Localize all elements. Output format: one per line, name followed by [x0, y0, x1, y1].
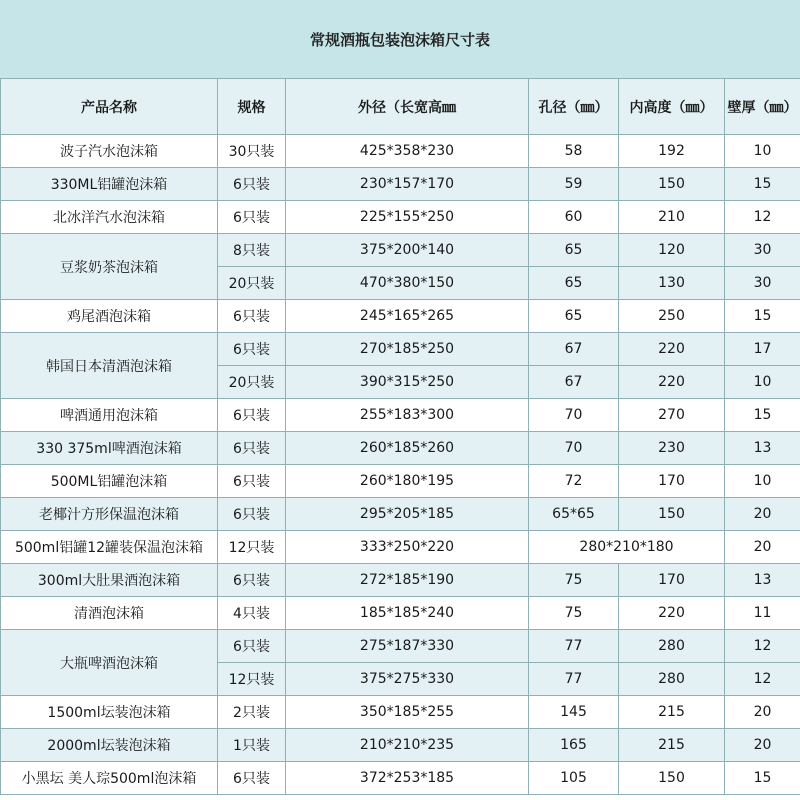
table-title: 常规酒瓶包装泡沫箱尺寸表 — [0, 0, 800, 78]
wall-thickness-cell: 13 — [725, 564, 800, 597]
table-row — [1, 234, 800, 267]
table-row — [1, 729, 800, 762]
wall-thickness-cell: 10 — [725, 135, 800, 168]
product-name-cell: 啤酒通用泡沫箱 — [1, 399, 218, 432]
inner-height-cell: 150 — [619, 762, 725, 795]
wall-thickness-cell: 12 — [725, 630, 800, 663]
inner-height-cell: 230 — [619, 432, 725, 465]
outer-size-cell: 260*180*195 — [286, 465, 529, 498]
product-name-cell: 330 375ml啤酒泡沫箱 — [1, 432, 218, 465]
inner-height-cell: 130 — [619, 267, 725, 300]
header-product-name: 产品名称 — [1, 79, 218, 135]
spec-cell: 6只装 — [218, 201, 286, 234]
hole-size-cell: 70 — [529, 399, 619, 432]
hole-size-cell: 70 — [529, 432, 619, 465]
wall-thickness-cell: 15 — [725, 399, 800, 432]
wall-thickness-cell: 15 — [725, 168, 800, 201]
hole-size-cell: 65 — [529, 267, 619, 300]
spec-cell: 6只装 — [218, 630, 286, 663]
product-name-cell: 2000ml坛装泡沫箱 — [1, 729, 218, 762]
hole-size-cell: 58 — [529, 135, 619, 168]
outer-size-cell: 372*253*185 — [286, 762, 529, 795]
inner-height-cell: 215 — [619, 696, 725, 729]
outer-size-cell: 333*250*220 — [286, 531, 529, 564]
inner-height-cell: 120 — [619, 234, 725, 267]
product-name-cell: 北冰洋汽水泡沫箱 — [1, 201, 218, 234]
spec-cell: 2只装 — [218, 696, 286, 729]
outer-size-cell: 272*185*190 — [286, 564, 529, 597]
outer-size-cell: 210*210*235 — [286, 729, 529, 762]
outer-size-cell: 275*187*330 — [286, 630, 529, 663]
table-row — [1, 630, 800, 663]
inner-height-cell: 270 — [619, 399, 725, 432]
hole-size-cell: 60 — [529, 201, 619, 234]
table-row — [1, 201, 800, 234]
wall-thickness-cell: 15 — [725, 300, 800, 333]
inner-height-cell: 250 — [619, 300, 725, 333]
product-name-cell: 大瓶啤酒泡沫箱 — [1, 630, 218, 696]
header-hole-size: 孔径（㎜） — [529, 79, 619, 135]
outer-size-cell: 225*155*250 — [286, 201, 529, 234]
table-row — [1, 531, 800, 564]
table-row — [1, 564, 800, 597]
header-spec: 规格 — [218, 79, 286, 135]
header-wall-thickness: 壁厚（㎜） — [725, 79, 800, 135]
wall-thickness-cell: 13 — [725, 432, 800, 465]
wall-thickness-cell: 17 — [725, 333, 800, 366]
spec-cell: 6只装 — [218, 564, 286, 597]
product-name-cell: 韩国日本清酒泡沫箱 — [1, 333, 218, 399]
inner-height-cell: 170 — [619, 564, 725, 597]
spec-cell: 20只装 — [218, 366, 286, 399]
spec-cell: 6只装 — [218, 762, 286, 795]
inner-height-cell: 150 — [619, 498, 725, 531]
outer-size-cell: 260*185*260 — [286, 432, 529, 465]
outer-size-cell: 375*275*330 — [286, 663, 529, 696]
hole-size-cell: 77 — [529, 663, 619, 696]
spec-cell: 6只装 — [218, 432, 286, 465]
hole-size-cell: 77 — [529, 630, 619, 663]
product-name-cell: 330ML铝罐泡沫箱 — [1, 168, 218, 201]
header-outer-size: 外径（长宽高㎜ — [286, 79, 529, 135]
spec-cell: 20只装 — [218, 267, 286, 300]
product-name-cell: 500ml铝罐12罐装保温泡沫箱 — [1, 531, 218, 564]
wall-thickness-cell: 11 — [725, 597, 800, 630]
spec-cell: 6只装 — [218, 498, 286, 531]
outer-size-cell: 375*200*140 — [286, 234, 529, 267]
product-name-cell: 豆浆奶茶泡沫箱 — [1, 234, 218, 300]
wall-thickness-cell: 20 — [725, 498, 800, 531]
spec-cell: 6只装 — [218, 399, 286, 432]
inner-height-cell: 220 — [619, 597, 725, 630]
inner-height-cell: 150 — [619, 168, 725, 201]
product-name-cell: 小黑坛 美人琮500ml泡沫箱 — [1, 762, 218, 795]
spec-cell: 30只装 — [218, 135, 286, 168]
outer-size-cell: 425*358*230 — [286, 135, 529, 168]
outer-size-cell: 255*183*300 — [286, 399, 529, 432]
hole-size-cell: 75 — [529, 564, 619, 597]
hole-size-cell: 65*65 — [529, 498, 619, 531]
hole-size-cell: 65 — [529, 300, 619, 333]
spec-cell: 6只装 — [218, 168, 286, 201]
product-name-cell: 清酒泡沫箱 — [1, 597, 218, 630]
product-name-cell: 波子汽水泡沫箱 — [1, 135, 218, 168]
wall-thickness-cell: 20 — [725, 729, 800, 762]
spec-cell: 12只装 — [218, 531, 286, 564]
spec-cell: 1只装 — [218, 729, 286, 762]
wall-thickness-cell: 12 — [725, 201, 800, 234]
table-row — [1, 465, 800, 498]
outer-size-cell: 185*185*240 — [286, 597, 529, 630]
table-row — [1, 333, 800, 366]
outer-size-cell: 470*380*150 — [286, 267, 529, 300]
inner-height-cell: 280 — [619, 663, 725, 696]
outer-size-cell: 390*315*250 — [286, 366, 529, 399]
hole-size-cell: 67 — [529, 333, 619, 366]
outer-size-cell: 245*165*265 — [286, 300, 529, 333]
table-row — [1, 762, 800, 795]
product-name-cell: 老椰汁方形保温泡沫箱 — [1, 498, 218, 531]
inner-height-cell: 215 — [619, 729, 725, 762]
size-table — [0, 78, 800, 795]
hole-size-cell: 59 — [529, 168, 619, 201]
outer-size-cell: 295*205*185 — [286, 498, 529, 531]
spec-cell: 6只装 — [218, 333, 286, 366]
wall-thickness-cell: 10 — [725, 465, 800, 498]
spec-cell: 4只装 — [218, 597, 286, 630]
wall-thickness-cell: 30 — [725, 267, 800, 300]
spec-cell: 8只装 — [218, 234, 286, 267]
product-name-cell: 1500ml坛装泡沫箱 — [1, 696, 218, 729]
table-row — [1, 597, 800, 630]
hole-size-cell: 72 — [529, 465, 619, 498]
outer-size-cell: 350*185*255 — [286, 696, 529, 729]
spec-cell: 12只装 — [218, 663, 286, 696]
hole-size-cell: 75 — [529, 597, 619, 630]
hole-size-cell: 165 — [529, 729, 619, 762]
wall-thickness-cell: 20 — [725, 696, 800, 729]
header-inner-height: 内高度（㎜） — [619, 79, 725, 135]
table-row — [1, 300, 800, 333]
hole-size-cell: 67 — [529, 366, 619, 399]
inner-height-cell: 170 — [619, 465, 725, 498]
inner-height-cell: 210 — [619, 201, 725, 234]
wall-thickness-cell: 15 — [725, 762, 800, 795]
product-name-cell: 500ML铝罐泡沫箱 — [1, 465, 218, 498]
product-name-cell: 300ml大肚果酒泡沫箱 — [1, 564, 218, 597]
hole-size-cell: 105 — [529, 762, 619, 795]
wall-thickness-cell: 12 — [725, 663, 800, 696]
table-row — [1, 399, 800, 432]
spec-cell: 6只装 — [218, 465, 286, 498]
table-row — [1, 696, 800, 729]
header-row — [1, 79, 800, 135]
wall-thickness-cell: 10 — [725, 366, 800, 399]
table-row — [1, 498, 800, 531]
table-row — [1, 168, 800, 201]
hole-size-cell: 145 — [529, 696, 619, 729]
wall-thickness-cell: 20 — [725, 531, 800, 564]
inner-height-cell: 192 — [619, 135, 725, 168]
hole-size-cell: 65 — [529, 234, 619, 267]
outer-size-cell: 270*185*250 — [286, 333, 529, 366]
wall-thickness-cell: 30 — [725, 234, 800, 267]
inner-height-cell: 280 — [619, 630, 725, 663]
product-name-cell: 鸡尾酒泡沫箱 — [1, 300, 218, 333]
inner-height-cell: 220 — [619, 333, 725, 366]
inner-height-cell: 220 — [619, 366, 725, 399]
table-row — [1, 432, 800, 465]
inner-size-cell: 280*210*180 — [529, 531, 725, 564]
table-row — [1, 135, 800, 168]
spec-cell: 6只装 — [218, 300, 286, 333]
outer-size-cell: 230*157*170 — [286, 168, 529, 201]
